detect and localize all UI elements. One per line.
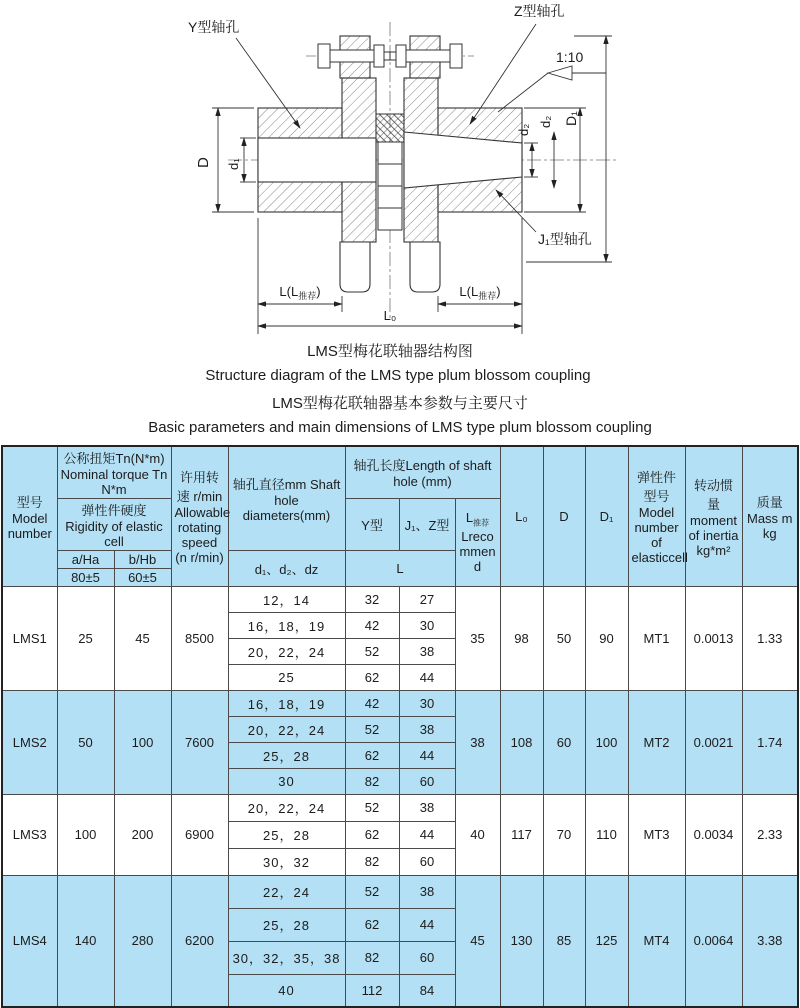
dim-label-d2-large: d₂ (538, 116, 553, 128)
dim-label-L-right: $L(L_{推荐})$ (459, 284, 500, 301)
cell-y: 62 (345, 742, 399, 768)
cell-speed: 7600 (171, 690, 228, 794)
dim-label-D1: D₁ (563, 111, 579, 126)
cell-jz: 44 (399, 742, 455, 768)
dim-label-D: D (195, 157, 212, 168)
cell-speed: 6900 (171, 794, 228, 875)
dim-label-d2-small: d₂ (516, 124, 531, 136)
cell-mass: 3.38 (742, 875, 798, 1007)
cell-y: 62 (345, 908, 399, 941)
cell-D: 85 (543, 875, 585, 1007)
cell-y: 82 (345, 848, 399, 875)
cell-inertia: 0.0013 (685, 586, 742, 690)
cell-d: 40 (228, 974, 345, 1007)
cell-D1: 110 (585, 794, 628, 875)
cell-D1: 125 (585, 875, 628, 1007)
diagram-caption-en: Structure diagram of the LMS type plum blossom coupling (205, 367, 590, 384)
cell-d: 25，28 (228, 742, 345, 768)
table-row (2, 794, 798, 821)
cell-a: 140 (57, 875, 114, 1007)
cell-jz: 38 (399, 875, 455, 908)
cell-y: 52 (345, 716, 399, 742)
cell-model: LMS2 (2, 690, 57, 794)
cell-jz: 38 (399, 716, 455, 742)
cell-model: LMS3 (2, 794, 57, 875)
table-title-zh: LMS型梅花联轴器基本参数与主要尺寸 (0, 393, 800, 415)
label-taper-ratio: 1:10 (556, 49, 583, 65)
cell-speed: 8500 (171, 586, 228, 690)
header-b-val: 60±5 (114, 568, 171, 586)
cell-lrec: 35 (455, 586, 500, 690)
cell-y: 32 (345, 586, 399, 612)
cell-speed: 6200 (171, 875, 228, 1007)
header-D1: D₁ (585, 446, 628, 587)
cell-d: 25，28 (228, 821, 345, 848)
cell-d: 12，14 (228, 586, 345, 612)
right-hub (404, 36, 522, 292)
cell-jz: 60 (399, 941, 455, 974)
cell-d: 20，22，24 (228, 794, 345, 821)
cell-jz: 44 (399, 664, 455, 690)
cell-inertia: 0.0034 (685, 794, 742, 875)
header-d-labels: d₁、d₂、dz (228, 550, 345, 586)
header-elastic-model: 弹性件型号Model number of elasticcell (628, 446, 685, 587)
header-rigidity: 弹性件硬度 Rigidity of elastic cell (57, 498, 171, 550)
cell-a: 25 (57, 586, 114, 690)
header-y-type: Y型 (345, 498, 399, 550)
cell-jz: 30 (399, 690, 455, 716)
header-mass: 质量 Mass m kg (742, 446, 798, 587)
cell-d: 30，32，35，38 (228, 941, 345, 974)
cell-d: 20，22，24 (228, 638, 345, 664)
cell-jz: 38 (399, 638, 455, 664)
cell-model: LMS1 (2, 586, 57, 690)
header-shaft-diameters: 轴孔直径mm Shaft hole diameters(mm) (228, 446, 345, 551)
cell-model: LMS4 (2, 875, 57, 1007)
header-l-recommend: $L_{推荐}$ Lrecommend (455, 498, 500, 586)
header-L0: L₀ (500, 446, 543, 587)
cell-mt: MT3 (628, 794, 685, 875)
parameters-table (1, 445, 799, 1008)
structure-diagram (0, 0, 800, 388)
cell-d: 22，24 (228, 875, 345, 908)
dim-label-L0: L₀ (384, 308, 397, 323)
table-row (2, 875, 798, 908)
cell-y: 62 (345, 664, 399, 690)
header-b-hb: b/Hb (114, 550, 171, 568)
cell-d: 25，28 (228, 908, 345, 941)
cell-mass: 2.33 (742, 794, 798, 875)
cell-y: 62 (345, 821, 399, 848)
label-j1-bore: J₁型轴孔 (538, 231, 592, 247)
header-L: L (345, 550, 455, 586)
cell-mass: 1.74 (742, 690, 798, 794)
cell-d: 30，32 (228, 848, 345, 875)
cell-b: 280 (114, 875, 171, 1007)
cell-y: 82 (345, 768, 399, 794)
cell-D: 50 (543, 586, 585, 690)
cell-lrec: 45 (455, 875, 500, 1007)
cell-y: 82 (345, 941, 399, 974)
cell-y: 42 (345, 690, 399, 716)
cell-jz: 60 (399, 848, 455, 875)
elastic-spider (376, 114, 404, 230)
header-inertia: 转动惯量 moment of inertia kg*m² (685, 446, 742, 587)
cell-d: 25 (228, 664, 345, 690)
cell-jz: 27 (399, 586, 455, 612)
cell-jz: 38 (399, 794, 455, 821)
table-titles (0, 393, 800, 439)
label-y-bore: Y型轴孔 (188, 19, 239, 35)
header-jz-type: J₁、Z型 (399, 498, 455, 550)
label-z-bore: Z型轴孔 (514, 3, 565, 19)
cell-d: 20，22，24 (228, 716, 345, 742)
header-torque: 公称扭矩Tn(N*m) Nominal torque Tn N*m (57, 446, 171, 499)
cell-mass: 1.33 (742, 586, 798, 690)
cell-l0: 98 (500, 586, 543, 690)
cell-l0: 130 (500, 875, 543, 1007)
cell-b: 45 (114, 586, 171, 690)
header-a-val: 80±5 (57, 568, 114, 586)
cell-mt: MT4 (628, 875, 685, 1007)
cell-b: 200 (114, 794, 171, 875)
cell-jz: 60 (399, 768, 455, 794)
cell-y: 112 (345, 974, 399, 1007)
table-row (2, 586, 798, 612)
cell-a: 50 (57, 690, 114, 794)
cell-D: 70 (543, 794, 585, 875)
cell-inertia: 0.0064 (685, 875, 742, 1007)
cell-d: 16，18，19 (228, 690, 345, 716)
cell-d: 30 (228, 768, 345, 794)
cell-y: 42 (345, 612, 399, 638)
header-speed: 许用转速 r/min Allowable rotating speed (n r/min) (171, 446, 228, 587)
dim-label-L-left: $L(L_{推荐})$ (279, 284, 320, 301)
table-row (2, 690, 798, 716)
header-a-ha: a/Ha (57, 550, 114, 568)
cell-mt: MT2 (628, 690, 685, 794)
cell-jz: 44 (399, 821, 455, 848)
cell-lrec: 40 (455, 794, 500, 875)
cell-D: 60 (543, 690, 585, 794)
cell-y: 52 (345, 794, 399, 821)
cell-D1: 90 (585, 586, 628, 690)
cell-mt: MT1 (628, 586, 685, 690)
cell-jz: 30 (399, 612, 455, 638)
cell-y: 52 (345, 875, 399, 908)
cell-y: 52 (345, 638, 399, 664)
cell-D1: 100 (585, 690, 628, 794)
cell-jz: 84 (399, 974, 455, 1007)
cell-d: 16，18，19 (228, 612, 345, 638)
diagram-caption-zh: LMS型梅花联轴器结构图 (307, 342, 473, 360)
header-model: 型号 Model number (2, 446, 57, 587)
header-shaft-length: 轴孔长度Length of shaft hole (mm) (345, 446, 500, 499)
cell-l0: 108 (500, 690, 543, 794)
cell-b: 100 (114, 690, 171, 794)
cell-a: 100 (57, 794, 114, 875)
cell-inertia: 0.0021 (685, 690, 742, 794)
table-title-en: Basic parameters and main dimensions of LMS type plum blossom coupling (0, 417, 800, 439)
header-D: D (543, 446, 585, 587)
cell-jz: 44 (399, 908, 455, 941)
cell-l0: 117 (500, 794, 543, 875)
left-hub (258, 36, 376, 292)
cell-lrec: 38 (455, 690, 500, 794)
dim-label-d1: d₁ (226, 158, 241, 170)
